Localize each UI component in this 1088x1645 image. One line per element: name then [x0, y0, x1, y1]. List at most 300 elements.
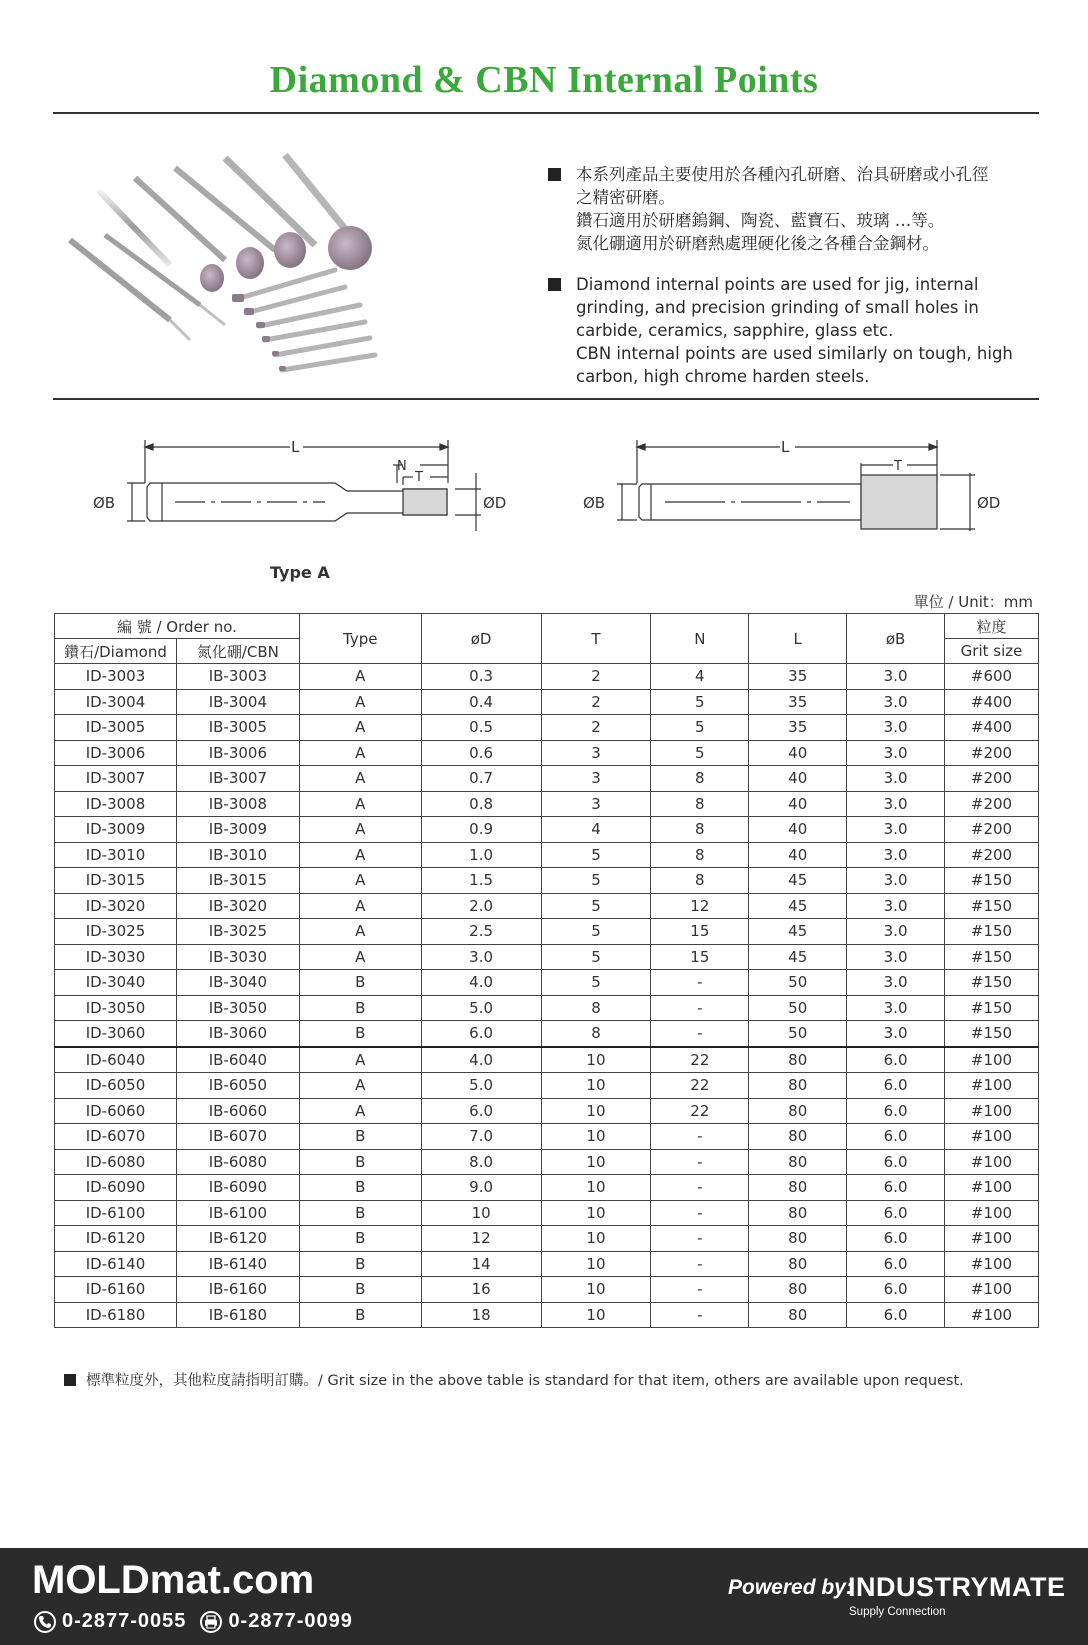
cell-t: 10	[541, 1149, 651, 1175]
cell-cbn-code: IB-6180	[176, 1302, 299, 1328]
cell-n: -	[651, 1175, 749, 1201]
cell-n: -	[651, 1124, 749, 1150]
industrymate-logo[interactable]: INDUSTRYMATE	[848, 1572, 1066, 1602]
cell-od: 0.6	[421, 740, 541, 766]
title-rule	[53, 112, 1039, 114]
table-row	[55, 1200, 1039, 1226]
cell-od: 1.5	[421, 868, 541, 894]
cell-diamond-code: ID-3010	[55, 842, 177, 868]
cell-n: 8	[651, 817, 749, 843]
cell-t: 4	[541, 817, 651, 843]
cell-type: A	[299, 766, 421, 792]
footer-bar	[0, 1548, 1088, 1645]
cell-grit: #200	[945, 817, 1039, 843]
cell-grit: #100	[945, 1098, 1039, 1124]
cell-grit: #150	[945, 995, 1039, 1021]
cell-type: B	[299, 1124, 421, 1150]
cell-t: 5	[541, 970, 651, 996]
cell-cbn-code: IB-3006	[176, 740, 299, 766]
cell-l: 40	[749, 817, 847, 843]
cell-ob: 6.0	[847, 1302, 945, 1328]
cell-ob: 6.0	[847, 1073, 945, 1099]
cell-diamond-code: ID-3004	[55, 689, 177, 715]
grit-note-text: 標準粒度外，其他粒度請指明訂購。/ Grit size in the above table is standard for that item, others are available upon request.	[86, 1373, 964, 1389]
cell-cbn-code: IB-3008	[176, 791, 299, 817]
cell-n: -	[651, 970, 749, 996]
cell-type: A	[299, 919, 421, 945]
cell-cbn-code: IB-3020	[176, 893, 299, 919]
cell-grit: #200	[945, 740, 1039, 766]
cell-l: 80	[749, 1277, 847, 1303]
cell-od: 14	[421, 1251, 541, 1277]
cell-cbn-code: IB-3009	[176, 817, 299, 843]
cell-t: 10	[541, 1302, 651, 1328]
type-b-diagram	[575, 435, 1025, 545]
cell-t: 10	[541, 1073, 651, 1099]
cell-t: 2	[541, 715, 651, 741]
header-grit-zh: 粒度	[945, 614, 1039, 639]
cell-od: 16	[421, 1277, 541, 1303]
cell-od: 18	[421, 1302, 541, 1328]
description-zh	[548, 163, 1048, 255]
cell-t: 10	[541, 1226, 651, 1252]
cell-grit: #150	[945, 919, 1039, 945]
cell-cbn-code: IB-3015	[176, 868, 299, 894]
table-row	[55, 1047, 1039, 1073]
table-row	[55, 1021, 1039, 1047]
cell-t: 10	[541, 1124, 651, 1150]
cell-grit: #100	[945, 1302, 1039, 1328]
bullet-square-icon	[64, 1374, 76, 1386]
cell-l: 35	[749, 715, 847, 741]
cell-diamond-code: ID-3060	[55, 1021, 177, 1047]
cell-cbn-code: IB-3030	[176, 944, 299, 970]
table-row	[55, 944, 1039, 970]
cell-n: -	[651, 1226, 749, 1252]
cell-type: B	[299, 1302, 421, 1328]
header-order-no: 編 號 / Order no.	[55, 614, 300, 639]
cell-od: 2.0	[421, 893, 541, 919]
cell-n: -	[651, 1021, 749, 1047]
cell-l: 45	[749, 893, 847, 919]
cell-cbn-code: IB-3025	[176, 919, 299, 945]
cell-t: 2	[541, 689, 651, 715]
desc-en-line: CBN internal points are used similarly on tough, high	[576, 344, 1013, 363]
powered-by-label: Powered by:	[728, 1576, 853, 1599]
cell-ob: 6.0	[847, 1124, 945, 1150]
cell-od: 8.0	[421, 1149, 541, 1175]
cell-n: -	[651, 1302, 749, 1328]
cell-od: 3.0	[421, 944, 541, 970]
cell-type: A	[299, 689, 421, 715]
header-grit-en: Grit size	[945, 639, 1039, 664]
cell-ob: 3.0	[847, 791, 945, 817]
phone-number: 0-2877-0055	[62, 1610, 187, 1632]
cell-cbn-code: IB-3040	[176, 970, 299, 996]
cell-cbn-code: IB-3004	[176, 689, 299, 715]
cell-n: 5	[651, 689, 749, 715]
cell-t: 3	[541, 740, 651, 766]
cell-ob: 6.0	[847, 1277, 945, 1303]
bullet-square-icon	[548, 278, 561, 291]
cell-t: 2	[541, 664, 651, 690]
desc-zh-line: 之精密研磨。	[576, 188, 675, 207]
cell-t: 8	[541, 1021, 651, 1047]
cell-l: 40	[749, 766, 847, 792]
type-a-diagram	[85, 435, 515, 545]
table-row	[55, 1073, 1039, 1099]
cell-n: 4	[651, 664, 749, 690]
cell-grit: #600	[945, 664, 1039, 690]
cell-diamond-code: ID-3008	[55, 791, 177, 817]
header-diamond: 鑽石/Diamond	[55, 639, 177, 664]
table-row	[55, 1226, 1039, 1252]
table-row	[55, 689, 1039, 715]
cell-t: 10	[541, 1047, 651, 1073]
cell-l: 80	[749, 1302, 847, 1328]
desc-en-line: grinding, and precision grinding of small holes in	[576, 298, 979, 317]
cell-grit: #400	[945, 689, 1039, 715]
cell-diamond-code: ID-6140	[55, 1251, 177, 1277]
cell-n: -	[651, 995, 749, 1021]
cell-ob: 6.0	[847, 1226, 945, 1252]
cell-t: 5	[541, 944, 651, 970]
cell-n: 5	[651, 715, 749, 741]
cell-od: 6.0	[421, 1098, 541, 1124]
cell-grit: #100	[945, 1073, 1039, 1099]
header-ob: øB	[847, 614, 945, 664]
spec-table-body	[55, 664, 1039, 1328]
cell-od: 0.5	[421, 715, 541, 741]
cell-n: 22	[651, 1073, 749, 1099]
cell-ob: 6.0	[847, 1047, 945, 1073]
table-row	[55, 1124, 1039, 1150]
cell-diamond-code: ID-6070	[55, 1124, 177, 1150]
table-row	[55, 1277, 1039, 1303]
cell-n: 8	[651, 868, 749, 894]
cell-ob: 3.0	[847, 664, 945, 690]
cell-type: A	[299, 868, 421, 894]
cell-t: 8	[541, 995, 651, 1021]
cell-diamond-code: ID-6090	[55, 1175, 177, 1201]
cell-n: 8	[651, 766, 749, 792]
cell-diamond-code: ID-6100	[55, 1200, 177, 1226]
cell-type: A	[299, 664, 421, 690]
cell-l: 40	[749, 791, 847, 817]
cell-type: B	[299, 1277, 421, 1303]
cell-od: 0.9	[421, 817, 541, 843]
cell-n: 15	[651, 944, 749, 970]
cell-diamond-code: ID-6160	[55, 1277, 177, 1303]
cell-l: 45	[749, 919, 847, 945]
cell-t: 10	[541, 1251, 651, 1277]
cell-type: B	[299, 995, 421, 1021]
cell-cbn-code: IB-6140	[176, 1251, 299, 1277]
cell-diamond-code: ID-6050	[55, 1073, 177, 1099]
cell-grit: #100	[945, 1047, 1039, 1073]
table-row	[55, 1098, 1039, 1124]
cell-od: 4.0	[421, 1047, 541, 1073]
description	[548, 163, 1048, 406]
dim-D-label: ØD	[977, 494, 1001, 512]
cell-type: B	[299, 1200, 421, 1226]
dim-B-label: ØB	[93, 494, 116, 512]
cell-grit: #150	[945, 944, 1039, 970]
cell-grit: #100	[945, 1251, 1039, 1277]
table-row	[55, 791, 1039, 817]
cell-grit: #100	[945, 1226, 1039, 1252]
cell-diamond-code: ID-3005	[55, 715, 177, 741]
header-cbn: 氮化硼/CBN	[176, 639, 299, 664]
cell-grit: #200	[945, 766, 1039, 792]
cell-n: -	[651, 1277, 749, 1303]
cell-diamond-code: ID-6080	[55, 1149, 177, 1175]
cell-od: 5.0	[421, 1073, 541, 1099]
cell-ob: 3.0	[847, 1021, 945, 1047]
page-title: Diamond & CBN Internal Points	[269, 59, 819, 101]
table-row	[55, 995, 1039, 1021]
desc-zh-line: 鑽石適用於研磨鎢鋼、陶瓷、藍寶石、玻璃 …等。	[576, 211, 945, 230]
cell-cbn-code: IB-6160	[176, 1277, 299, 1303]
desc-en-line: carbide, ceramics, sapphire, glass etc.	[576, 321, 894, 340]
cell-l: 80	[749, 1175, 847, 1201]
cell-cbn-code: IB-6100	[176, 1200, 299, 1226]
dim-B-label: ØB	[583, 494, 606, 512]
cell-od: 0.7	[421, 766, 541, 792]
cell-diamond-code: ID-3006	[55, 740, 177, 766]
spec-table	[54, 613, 1039, 1328]
cell-l: 40	[749, 740, 847, 766]
cell-grit: #100	[945, 1149, 1039, 1175]
cell-type: B	[299, 1251, 421, 1277]
cell-t: 5	[541, 893, 651, 919]
industrymate-tagline: Supply Connection	[849, 1606, 946, 1618]
cell-type: B	[299, 1226, 421, 1252]
cell-od: 10	[421, 1200, 541, 1226]
cell-diamond-code: ID-3015	[55, 868, 177, 894]
cell-diamond-code: ID-3050	[55, 995, 177, 1021]
cell-n: 5	[651, 740, 749, 766]
bullet-square-icon	[548, 168, 561, 181]
cell-grit: #100	[945, 1175, 1039, 1201]
table-row	[55, 664, 1039, 690]
cell-type: A	[299, 893, 421, 919]
cell-cbn-code: IB-3060	[176, 1021, 299, 1047]
cell-l: 45	[749, 868, 847, 894]
header-type: Type	[299, 614, 421, 664]
type-a-caption: Type A	[270, 563, 330, 582]
cell-od: 6.0	[421, 1021, 541, 1047]
cell-t: 5	[541, 919, 651, 945]
cell-l: 80	[749, 1047, 847, 1073]
cell-ob: 3.0	[847, 995, 945, 1021]
cell-ob: 6.0	[847, 1098, 945, 1124]
product-photo	[60, 150, 405, 400]
cell-l: 50	[749, 1021, 847, 1047]
cell-grit: #150	[945, 970, 1039, 996]
cell-ob: 3.0	[847, 766, 945, 792]
cell-l: 80	[749, 1124, 847, 1150]
cell-od: 1.0	[421, 842, 541, 868]
cell-cbn-code: IB-6050	[176, 1073, 299, 1099]
cell-t: 10	[541, 1098, 651, 1124]
cell-l: 80	[749, 1149, 847, 1175]
table-row	[55, 740, 1039, 766]
cell-diamond-code: ID-6180	[55, 1302, 177, 1328]
cell-n: -	[651, 1200, 749, 1226]
dim-L-label: L	[291, 438, 300, 456]
cell-type: B	[299, 1175, 421, 1201]
cell-ob: 3.0	[847, 740, 945, 766]
cell-cbn-code: IB-6120	[176, 1226, 299, 1252]
cell-diamond-code: ID-6120	[55, 1226, 177, 1252]
cell-ob: 3.0	[847, 919, 945, 945]
cell-cbn-code: IB-3050	[176, 995, 299, 1021]
cell-diamond-code: ID-3040	[55, 970, 177, 996]
cell-ob: 3.0	[847, 689, 945, 715]
cell-n: 8	[651, 791, 749, 817]
cell-l: 80	[749, 1098, 847, 1124]
cell-type: A	[299, 817, 421, 843]
cell-t: 10	[541, 1175, 651, 1201]
desc-en-line: Diamond internal points are used for jig, internal	[576, 275, 979, 294]
cell-type: A	[299, 791, 421, 817]
cell-n: 22	[651, 1047, 749, 1073]
cell-diamond-code: ID-3030	[55, 944, 177, 970]
cell-od: 9.0	[421, 1175, 541, 1201]
dim-T-label: T	[415, 470, 423, 485]
cell-od: 5.0	[421, 995, 541, 1021]
cell-l: 35	[749, 689, 847, 715]
cell-grit: #100	[945, 1124, 1039, 1150]
cell-od: 4.0	[421, 970, 541, 996]
cell-ob: 6.0	[847, 1200, 945, 1226]
dim-T-label: T	[894, 459, 902, 474]
cell-type: A	[299, 740, 421, 766]
cell-cbn-code: IB-3005	[176, 715, 299, 741]
cell-cbn-code: IB-3010	[176, 842, 299, 868]
cell-ob: 6.0	[847, 1149, 945, 1175]
header-t: T	[541, 614, 651, 664]
table-row	[55, 970, 1039, 996]
cell-t: 10	[541, 1200, 651, 1226]
desc-en-line: carbon, high chrome harden steels.	[576, 367, 870, 386]
desc-zh-line: 氮化硼適用於研磨熱處理硬化後之各種合金鋼材。	[576, 234, 939, 253]
cell-type: B	[299, 970, 421, 996]
table-row	[55, 868, 1039, 894]
cell-grit: #100	[945, 1200, 1039, 1226]
cell-l: 35	[749, 664, 847, 690]
cell-type: A	[299, 1073, 421, 1099]
cell-n: 12	[651, 893, 749, 919]
cell-cbn-code: IB-6080	[176, 1149, 299, 1175]
table-row	[55, 893, 1039, 919]
cell-ob: 3.0	[847, 893, 945, 919]
cell-od: 0.4	[421, 689, 541, 715]
cell-t: 3	[541, 766, 651, 792]
table-row	[55, 1175, 1039, 1201]
section-rule	[53, 398, 1039, 400]
cell-ob: 3.0	[847, 715, 945, 741]
cell-diamond-code: ID-3007	[55, 766, 177, 792]
cell-t: 5	[541, 842, 651, 868]
unit-label: 單位 / Unit：mm	[913, 593, 1033, 611]
fax-icon	[200, 1611, 222, 1633]
header-l: L	[749, 614, 847, 664]
cell-l: 80	[749, 1073, 847, 1099]
cell-grit: #150	[945, 1021, 1039, 1047]
cell-od: 2.5	[421, 919, 541, 945]
cell-l: 45	[749, 944, 847, 970]
header-od: øD	[421, 614, 541, 664]
table-row	[55, 919, 1039, 945]
cell-ob: 3.0	[847, 842, 945, 868]
table-row	[55, 817, 1039, 843]
table-row	[55, 766, 1039, 792]
cell-type: A	[299, 842, 421, 868]
header-n: N	[651, 614, 749, 664]
cell-grit: #150	[945, 868, 1039, 894]
cell-l: 80	[749, 1251, 847, 1277]
cell-cbn-code: IB-6070	[176, 1124, 299, 1150]
cell-cbn-code: IB-6040	[176, 1047, 299, 1073]
cell-n: 15	[651, 919, 749, 945]
cell-diamond-code: ID-3020	[55, 893, 177, 919]
phone-icon	[34, 1611, 56, 1633]
cell-ob: 6.0	[847, 1251, 945, 1277]
grit-note	[64, 1369, 1024, 1393]
cell-grit: #100	[945, 1277, 1039, 1303]
fax-number: 0-2877-0099	[228, 1610, 353, 1632]
cell-od: 0.8	[421, 791, 541, 817]
cell-type: A	[299, 1098, 421, 1124]
table-row	[55, 842, 1039, 868]
cell-l: 50	[749, 995, 847, 1021]
cell-t: 5	[541, 868, 651, 894]
dim-N-label: N	[397, 459, 407, 474]
cell-ob: 3.0	[847, 868, 945, 894]
cell-cbn-code: IB-6060	[176, 1098, 299, 1124]
cell-grit: #150	[945, 893, 1039, 919]
cell-type: A	[299, 1047, 421, 1073]
cell-type: B	[299, 1021, 421, 1047]
table-row	[55, 1251, 1039, 1277]
cell-l: 50	[749, 970, 847, 996]
cell-grit: #200	[945, 791, 1039, 817]
description-en	[548, 273, 1048, 388]
table-row	[55, 1302, 1039, 1328]
cell-n: 22	[651, 1098, 749, 1124]
cell-type: A	[299, 944, 421, 970]
cell-diamond-code: ID-6060	[55, 1098, 177, 1124]
cell-grit: #200	[945, 842, 1039, 868]
cell-diamond-code: ID-3025	[55, 919, 177, 945]
cell-grit: #400	[945, 715, 1039, 741]
dim-L-label: L	[781, 438, 790, 456]
cell-n: 8	[651, 842, 749, 868]
brand-logo[interactable]: MOLDmat.com	[32, 1558, 315, 1602]
cell-l: 40	[749, 842, 847, 868]
cell-l: 80	[749, 1200, 847, 1226]
cell-diamond-code: ID-3003	[55, 664, 177, 690]
cell-od: 12	[421, 1226, 541, 1252]
cell-cbn-code: IB-3003	[176, 664, 299, 690]
cell-l: 80	[749, 1226, 847, 1252]
cell-n: -	[651, 1251, 749, 1277]
cell-cbn-code: IB-6090	[176, 1175, 299, 1201]
cell-t: 10	[541, 1277, 651, 1303]
table-row	[55, 1149, 1039, 1175]
